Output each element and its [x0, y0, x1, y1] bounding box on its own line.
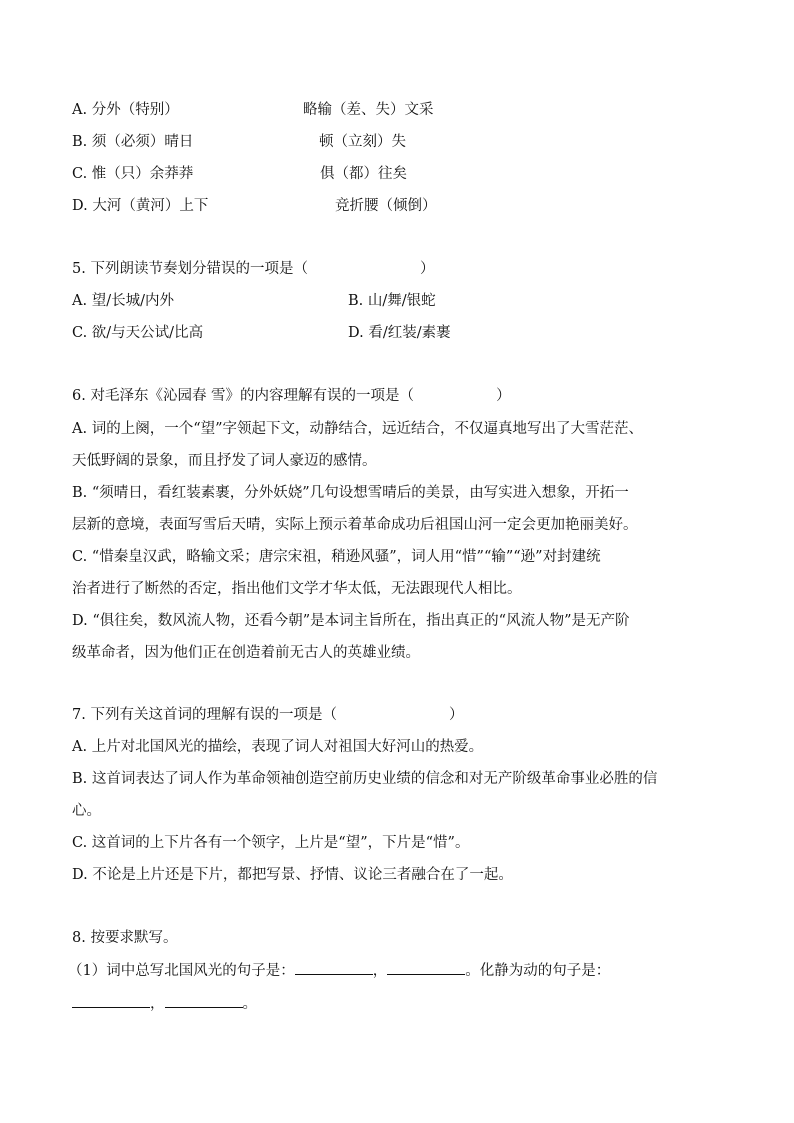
q6-option-c-line1: C. “惜秦皇汉武，略输文采；唐宗宋祖，稍逊风骚”，词人用“惜”“输”“逊”对封建统	[72, 549, 601, 565]
q8-blank-3[interactable]	[72, 993, 150, 1008]
q5-option-c: C. 欲/与天公试/比高	[72, 325, 204, 341]
q4-option-b-right: 顿（立刻）失	[319, 134, 406, 150]
q8-stem: 8. 按要求默写。	[72, 930, 178, 946]
q8-blank-4[interactable]	[165, 993, 243, 1008]
q4-option-a-left: A. 分外（特别）	[72, 102, 179, 118]
q6-stem-close: ）	[496, 388, 511, 404]
q7-option-b-line1: B. 这首词表达了词人作为革命领袖创造空前历史业绩的信念和对无产阶级革命事业必胜的信	[72, 771, 658, 787]
q8-sub1-cont	[72, 993, 257, 1014]
q8-sub1-prefix: （1）词中总写北国风光的句子是：	[68, 963, 295, 979]
q6-stem	[72, 386, 511, 406]
q8-sub1-comma-2: ，	[150, 996, 165, 1012]
q7-option-b-line2: 心。	[72, 803, 101, 819]
q6-option-b-line2: 层新的意境，表面写雪后天晴，实际上预示着革命成功后祖国山河一定会更加艳丽美好。	[72, 517, 638, 533]
q7-option-d: D. 不论是上片还是下片，都把写景、抒情、议论三者融合在了一起。	[72, 867, 513, 883]
q7-stem	[72, 705, 463, 725]
q6-option-c-line2: 治者进行了断然的否定，指出他们文学才华太低，无法跟现代人相比。	[72, 581, 522, 597]
q8-sub1-period: 。	[242, 996, 257, 1012]
q4-option-a-right: 略输（差、失）文采	[303, 102, 434, 118]
q7-option-a: A. 上片对北国风光的描绘，表现了词人对祖国大好河山的热爱。	[72, 739, 484, 755]
q4-option-d-left: D. 大河（黄河）上下	[72, 198, 209, 214]
q5-stem-close: ）	[419, 261, 435, 277]
q7-stem-close: ）	[448, 707, 464, 723]
q5-option-d: D. 看/红装/素裹	[348, 325, 451, 341]
q5-stem-text: 5. 下列朗读节奏划分错误的一项是（	[72, 261, 308, 277]
q8-sub1-mid: 。化静为动的句子是：	[465, 963, 611, 979]
q5-option-a: A. 望/长城/内外	[72, 293, 174, 309]
q4-option-d-right: 竞折腰（倾倒）	[335, 198, 437, 214]
q8-sub1-comma: ，	[372, 963, 388, 979]
q8-blank-2[interactable]	[387, 960, 465, 975]
q6-stem-text: 6. 对毛泽东《沁园春 雪》的内容理解有误的一项是（	[72, 388, 415, 404]
q6-option-a-line1: A. 词的上阕，一个“望”字领起下文，动静结合，远近结合，不仅逼真地写出了大雪茫茫、	[72, 421, 644, 437]
q4-option-b-left: B. 须（必须）晴日	[72, 134, 194, 150]
q6-option-d-line1: D. “俱往矣，数风流人物，还看今朝”是本词主旨所在，指出真正的“风流人物”是无产阶	[72, 613, 630, 629]
q6-option-b-line1: B. “须晴日，看红装素裹，分外妖娆”几句设想雪晴后的美景，由写实进入想象，开拓一	[72, 485, 629, 501]
q7-option-c: C. 这首词的上下片各有一个领字，上片是“望”，下片是“惜”。	[72, 835, 470, 851]
q4-option-c-left: C. 惟（只）余莽莽	[72, 166, 194, 182]
q8-sub1	[68, 960, 610, 981]
q4-option-c-right: 俱（都）往矣	[320, 166, 407, 182]
q6-option-d-line2: 级革命者，因为他们正在创造着前无古人的英雄业绩。	[72, 645, 420, 661]
q5-option-b: B. 山/舞/银蛇	[348, 293, 436, 309]
q5-stem	[72, 259, 434, 279]
q6-option-a-line2: 天低野阔的景象，而且抒发了词人豪迈的感情。	[72, 453, 377, 469]
q8-blank-1[interactable]	[295, 960, 373, 975]
q7-stem-text: 7. 下列有关这首词的理解有误的一项是（	[72, 707, 337, 723]
